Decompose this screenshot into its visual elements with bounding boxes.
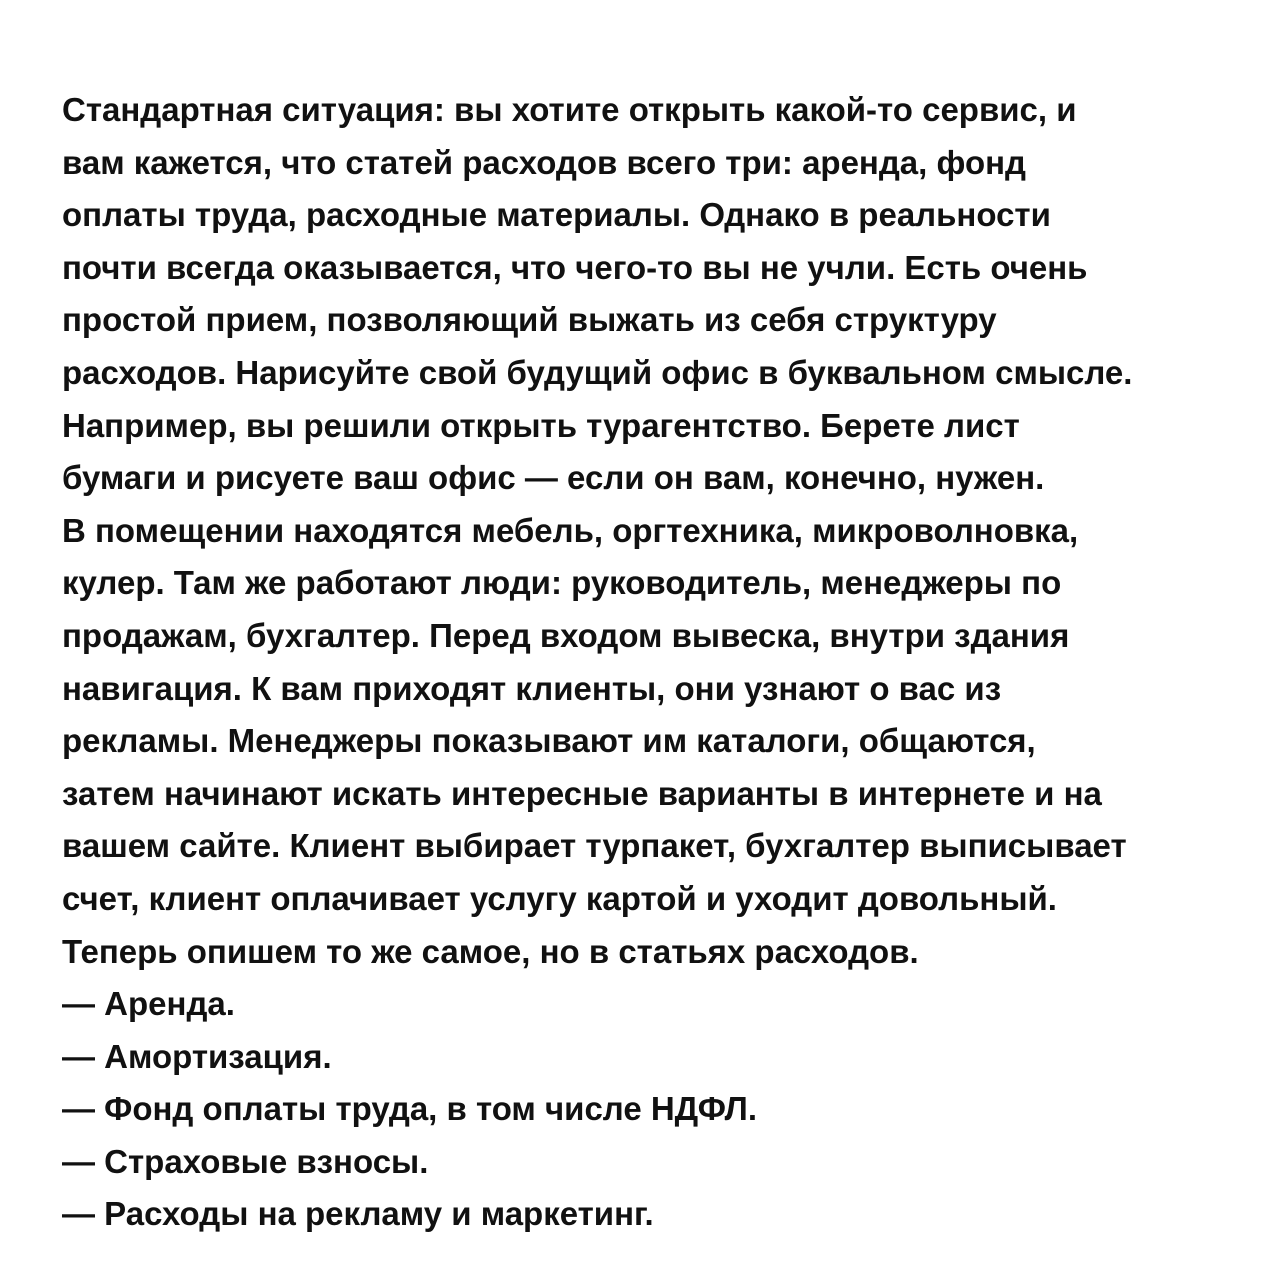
text-line: навигация. К вам приходят клиенты, они узнают о вас из	[62, 669, 1002, 707]
text-line: кулер. Там же работают люди: руководитель, менеджеры по	[62, 564, 1062, 602]
text-line: В помещении находятся мебель, оргтехника, микроволновка,	[62, 511, 1079, 549]
list-item-marketing: — Расходы на рекламу и маркетинг.	[62, 1195, 654, 1233]
list-item-insurance: — Страховые взносы.	[62, 1142, 429, 1180]
text-line: продажам, бухгалтер. Перед входом вывеска, внутри здания	[62, 616, 1070, 654]
text-line: Теперь опишем то же самое, но в статьях расходов.	[62, 932, 919, 970]
text-line: почти всегда оказывается, что чего-то вы не учли. Есть очень	[62, 248, 1088, 286]
body-text	[62, 84, 1262, 1241]
text-line: Стандартная ситуация: вы хотите открыть какой-то сервис, и	[62, 91, 1077, 128]
list-item-rent: — Аренда.	[62, 985, 235, 1023]
text-line: Например, вы решили открыть турагентство. Берете лист	[62, 406, 1020, 444]
text-line: рекламы. Менеджеры показывают им каталоги, общаются,	[62, 722, 1036, 760]
text-line: вашем сайте. Клиент выбирает турпакет, бухгалтер выписывает	[62, 827, 1127, 865]
text-line: простой прием, позволяющий выжать из себя структуру	[62, 301, 997, 339]
text-line: затем начинают искать интересные варианты в интернете и на	[62, 774, 1102, 812]
list-item-depreciation: — Амортизация.	[62, 1037, 332, 1075]
text-line: бумаги и рисуете ваш офис — если он вам, конечно, нужен.	[62, 459, 1045, 497]
text-line: расходов. Нарисуйте свой будущий офис в буквальном смысле.	[62, 353, 1133, 391]
text-line: счет, клиент оплачивает услугу картой и уходит довольный.	[62, 879, 1057, 917]
text-line: оплаты труда, расходные материалы. Однако в реальности	[62, 196, 1051, 234]
text-line: вам кажется, что статей расходов всего три: аренда, фонд	[62, 143, 1026, 181]
list-item-payroll: — Фонд оплаты труда, в том числе НДФЛ.	[62, 1090, 757, 1128]
